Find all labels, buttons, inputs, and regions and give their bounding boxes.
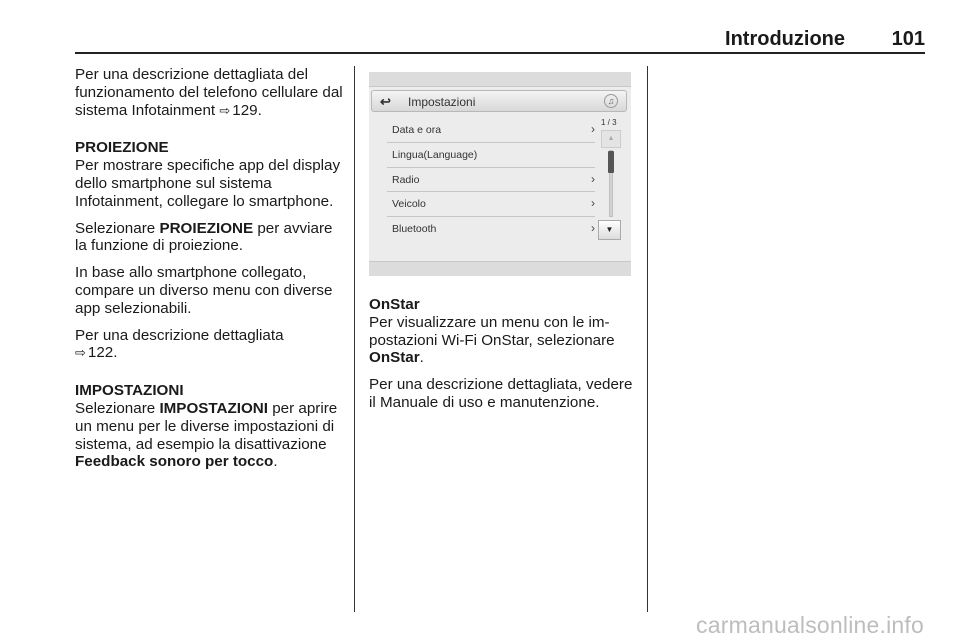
chevron-right-icon: ›	[591, 122, 595, 136]
settings-list	[387, 118, 595, 242]
scroll-down-button[interactable]: ▼	[598, 220, 621, 240]
music-icon[interactable]: ♫	[604, 94, 618, 108]
back-icon[interactable]: ↩	[380, 94, 391, 109]
paragraph-phone-ref: Per una descrizione dettagliata del funzionamento del telefono cellulare dal sistema Infotainment ⇨ 129.	[75, 66, 343, 119]
scrollbar-thumb[interactable]	[608, 151, 614, 173]
scroll-up-button[interactable]: ▲	[601, 130, 621, 148]
chevron-right-icon: ›	[591, 171, 595, 186]
list-item[interactable]: Veicolo ›	[387, 192, 595, 217]
heading-proiezione: PROIEZIONE	[75, 139, 169, 157]
heading-impostazioni: IMPOSTAZIONI	[75, 382, 184, 400]
reference-arrow-icon: ⇨	[219, 102, 231, 118]
column-1	[75, 66, 347, 480]
page-header	[75, 28, 925, 54]
page-indicator: 1 / 3	[601, 118, 617, 127]
heading-onstar: OnStar	[369, 296, 420, 313]
paragraph-proiezione-ref: Per una descrizione dettagliata ⇨ 122.	[75, 326, 284, 362]
list-item[interactable]: Data e ora ›	[387, 118, 595, 143]
infotainment-screenshot	[369, 72, 631, 276]
section-impostazioni: IMPOSTAZIONI Selezionare IMPOSTAZIONI per aprire un menu per le diverse impostazioni di sistema, ad esempio la disattivazione Feedback sonoro per tocco.	[75, 382, 338, 471]
screen-title-bar	[371, 90, 627, 112]
chevron-right-icon: ›	[591, 221, 595, 236]
screen-title: Impostazioni	[408, 95, 476, 109]
section-onstar: OnStar Per visualizzare un menu con le impostazioni Wi-Fi OnStar, selezionare OnStar.	[369, 296, 615, 367]
reference-arrow-icon: ⇨	[75, 345, 86, 361]
watermark: carmanualsonline.info	[696, 612, 924, 638]
column-divider-1	[354, 66, 355, 612]
header-title: Introduzione	[725, 28, 845, 50]
list-item[interactable]: Bluetooth ›	[392, 221, 595, 236]
section-proiezione: PROIEZIONE Per mostrare specifiche app del display dello smartphone sul sistema Infotainment, collegare lo smartphone.	[75, 139, 341, 210]
column-divider-2	[647, 66, 648, 612]
header-rule	[75, 52, 925, 54]
paragraph-onstar-ref: Per una descrizione dettagliata, vedere il Manuale di uso e manutenzione.	[369, 376, 633, 411]
chevron-right-icon: ›	[591, 196, 595, 211]
list-item[interactable]: Radio ›	[387, 168, 595, 193]
list-item[interactable]: Lingua(Language)	[387, 143, 595, 168]
paragraph-proiezione-menu: In base allo smartphone collegato, compare un diverso menu con diverse app selezionabili.	[75, 264, 333, 317]
page-number: 101	[891, 28, 925, 50]
column-2	[369, 296, 641, 421]
paragraph-proiezione-select: Selezionare PROIEZIONE per avviare la funzione di proiezione.	[75, 219, 333, 255]
